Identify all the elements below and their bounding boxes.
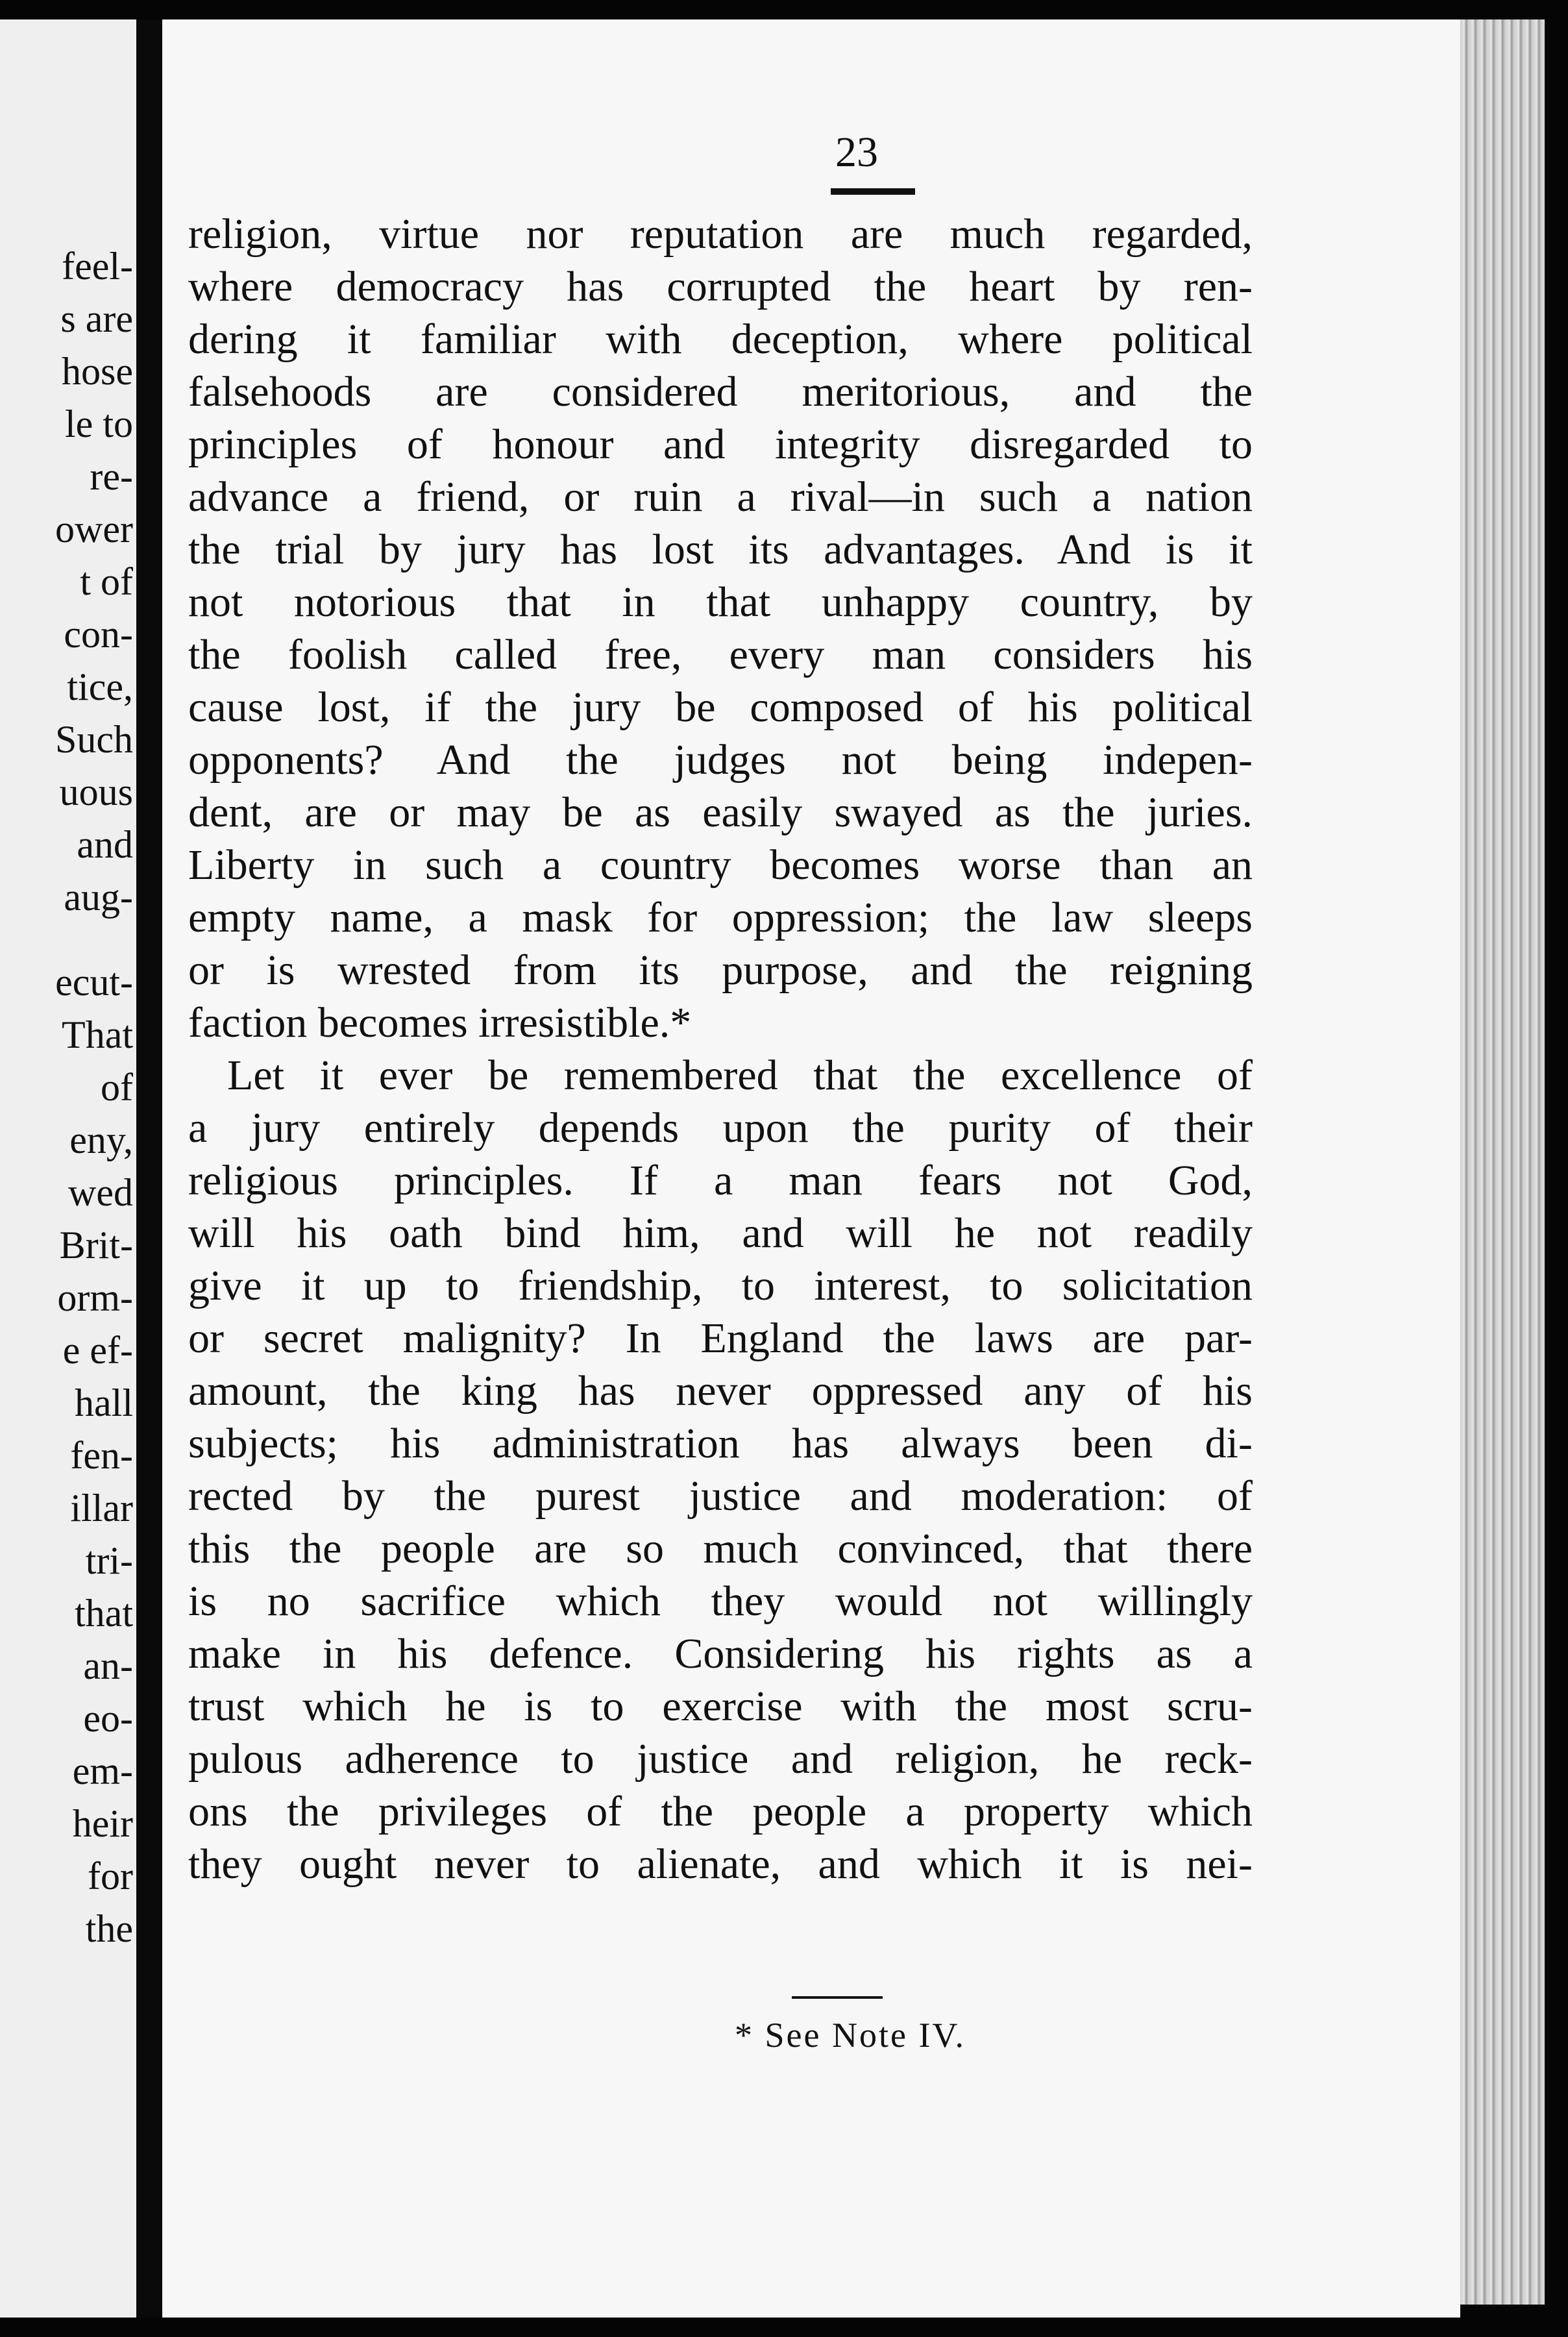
text-line: this the people are so much convinced, that there — [188, 1525, 1253, 1572]
left-page — [0, 19, 136, 2318]
text-line: opponents? And the judges not being indepen- — [188, 736, 1253, 784]
text-line: religious principles. If a man fears not God, — [188, 1157, 1253, 1204]
text-line: principles of honour and integrity disregarded to — [188, 421, 1253, 468]
text-line: ons the privileges of the people a property which — [188, 1788, 1253, 1835]
page-edges — [1460, 19, 1545, 2305]
fragment-line: that — [75, 1592, 133, 1635]
text-line: subjects; his administration has always been di- — [188, 1420, 1253, 1467]
text-line: faction becomes irresistible.* — [188, 999, 692, 1046]
body-text — [188, 208, 1253, 1890]
text-line: the trial by jury has lost its advantages. And is it — [188, 526, 1253, 573]
text-line: empty name, a mask for oppression; the law sleeps — [188, 894, 1253, 941]
fragment-line: hose — [62, 350, 133, 393]
fragment-line: hall — [75, 1381, 133, 1424]
text-line: Liberty in such a country becomes worse than an — [188, 841, 1253, 889]
fragment-line: e ef- — [62, 1329, 133, 1372]
text-line: pulous adherence to justice and religion, he reck- — [188, 1735, 1253, 1783]
fragment-line: em- — [72, 1750, 133, 1792]
fragment-line: the — [85, 1907, 133, 1950]
fragment-line: aug- — [64, 876, 133, 919]
fragment-line: orm- — [57, 1276, 133, 1319]
fragment-line: feel- — [62, 245, 133, 288]
text-line: give it up to friendship, to interest, to solicitation — [188, 1262, 1253, 1309]
fragment-line: heir — [72, 1802, 133, 1845]
text-line: dent, are or may be as easily swayed as the juries. — [188, 789, 1253, 836]
fragment-line: con- — [64, 613, 133, 656]
fragment-line: eo- — [83, 1697, 133, 1740]
text-line: will his oath bind him, and will he not readily — [188, 1209, 1253, 1257]
fragment-line: tice, — [67, 665, 133, 708]
footnote: * See Note IV. — [735, 2016, 966, 2055]
fragment-line: re- — [90, 455, 133, 498]
text-line: cause lost, if the jury be composed of his political — [188, 684, 1253, 731]
fragment-line: and — [77, 823, 133, 866]
text-line: rected by the purest justice and moderation: of — [188, 1472, 1253, 1520]
fragment-line: wed — [68, 1171, 133, 1214]
text-line: falsehoods are considered meritorious, and the — [188, 368, 1253, 415]
text-line: dering it familiar with deception, where political — [188, 315, 1253, 363]
fragment-line: eny, — [69, 1119, 133, 1161]
footnote-rule — [792, 1996, 883, 1999]
fragment-line: tri- — [85, 1539, 133, 1582]
fragment-line: Brit- — [59, 1224, 133, 1267]
fragment-line: t of — [80, 560, 133, 603]
page-number: 23 — [835, 129, 878, 176]
text-line: a jury entirely depends upon the purity of their — [188, 1104, 1253, 1152]
text-line: or secret malignity? In England the laws are par- — [188, 1315, 1253, 1362]
fragment-line: That — [62, 1013, 133, 1056]
text-line: make in his defence. Considering his rights as a — [188, 1630, 1253, 1677]
text-line: trust which he is to exercise with the most scru- — [188, 1683, 1253, 1730]
text-line: is no sacrifice which they would not willingly — [188, 1577, 1253, 1625]
text-line: Let it ever be remembered that the excellence of — [227, 1052, 1253, 1099]
fragment-line: fen- — [70, 1434, 133, 1477]
text-line: they ought never to alienate, and which it is nei- — [188, 1840, 1253, 1888]
text-line: where democracy has corrupted the heart by ren- — [188, 263, 1253, 310]
fragment-line: an- — [83, 1644, 133, 1687]
text-line: not notorious that in that unhappy country, by — [188, 578, 1253, 626]
text-line: religion, virtue nor reputation are much regarded, — [188, 210, 1253, 258]
text-line: advance a friend, or ruin a rival—in such a nation — [188, 473, 1253, 521]
fragment-line: for — [88, 1855, 133, 1898]
text-line: or is wrested from its purpose, and the reigning — [188, 946, 1253, 994]
right-page — [162, 19, 1460, 2318]
fragment-line: uous — [59, 771, 133, 813]
fragment-line: le to — [65, 402, 133, 445]
fragment-line: ecut- — [55, 961, 133, 1004]
fragment-line: s are — [60, 297, 133, 340]
book-gutter — [136, 19, 162, 2318]
fragment-gap — [0, 924, 133, 956]
text-line: the foolish called free, every man considers his — [188, 631, 1253, 678]
fragment-line: Such — [55, 718, 133, 761]
text-line: amount, the king has never oppressed any of his — [188, 1367, 1253, 1415]
left-page-fragments — [0, 240, 133, 1955]
fragment-line: of — [101, 1066, 133, 1109]
fragment-line: illar — [70, 1487, 133, 1529]
page-number-rule — [831, 188, 915, 195]
fragment-line: ower — [55, 508, 133, 550]
